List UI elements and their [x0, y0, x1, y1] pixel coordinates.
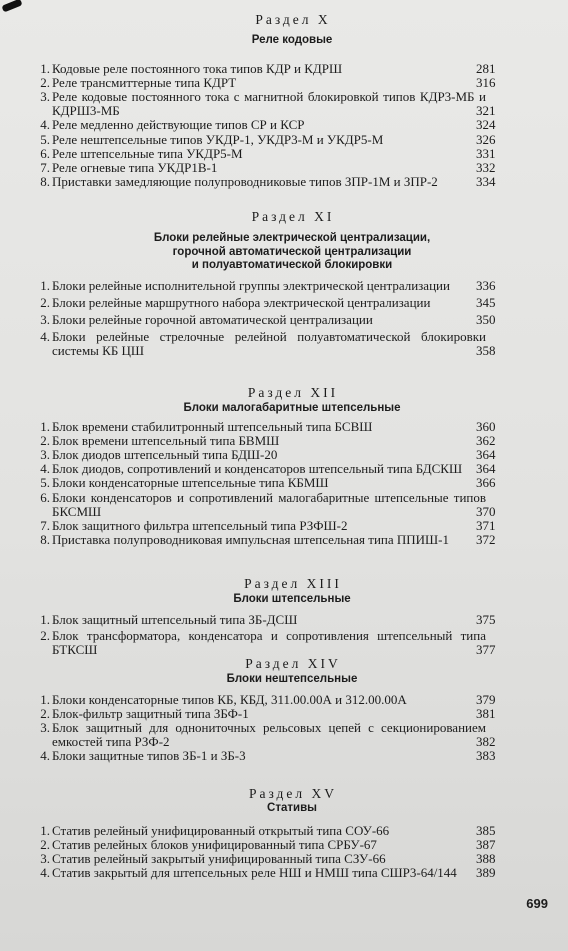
- item-text: Статив закрытый для штепсельных реле НШ и НМШ типа СШР3-64/144: [52, 865, 457, 881]
- section-title: [0, 593, 568, 607]
- item-number: 5.: [40, 131, 50, 147]
- item-page: 316: [476, 74, 496, 90]
- item-number: 2.: [40, 627, 50, 643]
- item-number: 2.: [40, 74, 50, 90]
- ink-mark: [1, 0, 22, 12]
- section-title-line: Стативы: [267, 802, 317, 814]
- section-items: [0, 62, 568, 190]
- item-number: 1.: [40, 611, 50, 627]
- item-number: 7.: [40, 159, 50, 175]
- toc-item: [0, 434, 568, 448]
- item-text: Блоки релейные стрелочные релейной полуавтоматической блокировки системы КБ ЦШ: [52, 329, 486, 359]
- toc-item: [0, 707, 568, 721]
- item-text: Блок защитного фильтра штепсельный типа РЗФШ-2: [52, 517, 348, 533]
- item-number: 1.: [40, 277, 50, 293]
- item-text: Реле медленно действующие типов СР и КСР: [52, 117, 305, 133]
- item-number: 7.: [40, 517, 50, 533]
- item-number: 4.: [40, 865, 50, 881]
- toc-item: [0, 62, 568, 76]
- item-number: 6.: [40, 145, 50, 161]
- item-text: Блоки релейные исполнительной группы электрической централизации: [52, 277, 450, 293]
- page-number: 699: [526, 896, 548, 911]
- item-page: 371: [476, 517, 496, 533]
- item-number: 4.: [40, 748, 50, 764]
- toc-item: [0, 693, 568, 707]
- section-heading: Раздел XII: [247, 385, 339, 400]
- section-10: [0, 12, 568, 189]
- section-15: [0, 786, 568, 880]
- item-number: 3.: [40, 719, 50, 735]
- item-page: 387: [476, 836, 496, 852]
- item-page: 389: [476, 865, 496, 881]
- item-page: 366: [476, 475, 496, 491]
- item-text: Блоки защитные типов ЗБ-1 и ЗБ-3: [52, 748, 246, 764]
- item-number: 3.: [40, 850, 50, 866]
- section-title-line: Блоки релейные электрической централизации,: [153, 232, 431, 244]
- section-11: [0, 209, 568, 359]
- toc-item: [0, 533, 568, 547]
- toc-item: [0, 296, 568, 310]
- item-text: Статив релейный унифицированный открытый типа СОУ-66: [52, 822, 390, 838]
- item-page: 382: [476, 734, 496, 750]
- item-page: 350: [476, 311, 496, 327]
- item-page: 336: [476, 277, 496, 293]
- item-number: 2.: [40, 705, 50, 721]
- item-page: 281: [476, 60, 496, 76]
- item-number: 1.: [40, 822, 50, 838]
- item-text: Приставка полупроводниковая импульсная штепсельная типа ППИШ-1: [52, 532, 449, 548]
- item-page: 383: [476, 748, 496, 764]
- item-text: Приставки замедляющие полупроводниковые типов ЗПР-1М и ЗПР-2: [52, 174, 438, 190]
- item-number: 2.: [40, 836, 50, 852]
- section-items: [0, 279, 568, 359]
- item-page: 364: [476, 446, 496, 462]
- toc-item: [0, 519, 568, 533]
- section-title-line: горочной автоматической централизации: [172, 245, 412, 258]
- section-heading: Раздел X: [255, 12, 331, 27]
- item-text: Блоки конденсаторные типов КБ, КБД, 311.00.00А и 312.00.00А: [52, 691, 407, 707]
- item-text: Блоки релейные горочной автоматической централизации: [52, 311, 373, 327]
- item-number: 5.: [40, 475, 50, 491]
- toc-item: [0, 852, 568, 866]
- item-number: 3.: [40, 446, 50, 462]
- item-text: Блок времени штепсельный типа БВМШ: [52, 432, 280, 448]
- item-page: 332: [476, 159, 496, 175]
- item-page: 381: [476, 705, 496, 721]
- toc-item: [0, 313, 568, 327]
- section-title: [0, 402, 568, 416]
- toc-item: [0, 462, 568, 476]
- section-title: [0, 802, 568, 816]
- section-items: [0, 613, 568, 658]
- toc-item: [0, 629, 568, 657]
- section-title-line: и полуавтоматической блокировки: [191, 259, 393, 271]
- item-page: 372: [476, 532, 496, 548]
- item-text: Реле нештепсельные типов УКДР-1, УКДР3-М и УКДР5-М: [52, 131, 384, 147]
- section-12: [0, 385, 568, 547]
- item-text: Блоки конденсаторов и сопротивлений малогабаритные штепсельные типов БКСМШ: [52, 489, 486, 519]
- item-page: 331: [476, 145, 496, 161]
- item-text: Блоки конденсаторные штепсельные типа КБМШ: [52, 475, 329, 491]
- item-number: 4.: [40, 329, 50, 345]
- item-page: 388: [476, 850, 496, 866]
- item-number: 2.: [40, 294, 50, 310]
- section-items: [0, 420, 568, 548]
- item-text: Блок защитный штепсельный типа ЗБ-ДСШ: [52, 611, 298, 627]
- item-number: 6.: [40, 489, 50, 505]
- toc-item: [0, 161, 568, 175]
- section-items: [0, 693, 568, 764]
- item-page: 385: [476, 822, 496, 838]
- item-page: 360: [476, 418, 496, 434]
- section-heading: Раздел XI: [251, 209, 335, 224]
- item-text: Блок-фильтр защитный типа ЗБФ-1: [52, 705, 249, 721]
- item-text: Реле кодовые постоянного тока с магнитной блокировкой типов КДР3-МБ и КДРШ3-МБ: [52, 88, 486, 119]
- item-text: Блок трансформатора, конденсатора и сопротивления штепсельный типа БТКСШ: [52, 627, 486, 657]
- section-title-line: Реле кодовые: [251, 34, 333, 46]
- item-page: 379: [476, 691, 496, 707]
- section-heading: Раздел XIII: [244, 576, 342, 591]
- item-text: Блоки релейные маршрутного набора электрической централизации: [52, 294, 431, 310]
- item-number: 8.: [40, 532, 50, 548]
- toc-item: [0, 90, 568, 118]
- item-number: 8.: [40, 174, 50, 190]
- toc-item: [0, 118, 568, 132]
- section-title: [0, 232, 568, 273]
- item-number: 4.: [40, 117, 50, 133]
- item-text: Блок диодов, сопротивлений и конденсаторов штепсельный типа БДСКШ: [52, 461, 463, 477]
- item-page: 362: [476, 432, 496, 448]
- toc-item: [0, 613, 568, 627]
- item-number: 2.: [40, 432, 50, 448]
- item-page: 377: [476, 641, 496, 657]
- item-page: 324: [476, 117, 496, 133]
- section-heading: Раздел XIV: [245, 656, 341, 671]
- item-page: 375: [476, 611, 496, 627]
- toc-item: [0, 448, 568, 462]
- toc-item: [0, 420, 568, 434]
- item-text: Реле огневые типа УКДР1В-1: [52, 159, 218, 175]
- item-text: Реле штепсельные типа УКДР5-М: [52, 145, 243, 161]
- item-number: 4.: [40, 461, 50, 477]
- section-title-line: Блоки нештепсельные: [226, 673, 358, 685]
- toc-item: [0, 133, 568, 147]
- item-page: 326: [476, 131, 496, 147]
- section-title-line: Блоки штепсельные: [233, 593, 351, 605]
- item-page: 370: [476, 503, 496, 519]
- item-number: 1.: [40, 60, 50, 76]
- toc-item: [0, 824, 568, 838]
- toc-item: [0, 749, 568, 763]
- section-items: [0, 824, 568, 881]
- item-page: 334: [476, 174, 496, 190]
- item-text: Кодовые реле постоянного тока типов КДР и КДРШ: [52, 60, 343, 76]
- section-title: [0, 34, 568, 48]
- toc-item: [0, 175, 568, 189]
- item-number: 3.: [40, 88, 50, 104]
- item-page: 345: [476, 294, 496, 310]
- section-title-line: Блоки малогабаритные штепсельные: [183, 402, 401, 414]
- section-13: [0, 576, 568, 657]
- toc-item: [0, 491, 568, 519]
- item-page: 364: [476, 461, 496, 477]
- toc-item: [0, 76, 568, 90]
- toc-item: [0, 838, 568, 852]
- section-heading: Раздел XV: [248, 786, 338, 801]
- item-number: 1.: [40, 418, 50, 434]
- item-number: 3.: [40, 311, 50, 327]
- toc-item: [0, 866, 568, 880]
- toc-item: [0, 279, 568, 293]
- toc-item: [0, 147, 568, 161]
- item-text: Статив релейный закрытый унифицированный типа СЗУ-66: [52, 850, 386, 866]
- toc-item: [0, 330, 568, 358]
- item-page: 321: [476, 103, 496, 119]
- toc-item: [0, 721, 568, 749]
- item-text: Статив релейных блоков унифицированный типа СРБУ-67: [52, 836, 377, 852]
- section-14: [0, 656, 568, 764]
- item-text: Реле трансмиттерные типа КДРТ: [52, 74, 237, 90]
- item-text: Блок времени стабилитронный штепсельный типа БСВШ: [52, 418, 373, 434]
- item-number: 1.: [40, 691, 50, 707]
- item-text: Блок защитный для однониточных рельсовых цепей с секционированием емкостей типа РЗФ-2: [52, 719, 486, 750]
- toc-item: [0, 476, 568, 490]
- item-page: 358: [476, 343, 496, 359]
- item-text: Блок диодов штепсельный типа БДШ-20: [52, 446, 278, 462]
- section-title: [0, 673, 568, 687]
